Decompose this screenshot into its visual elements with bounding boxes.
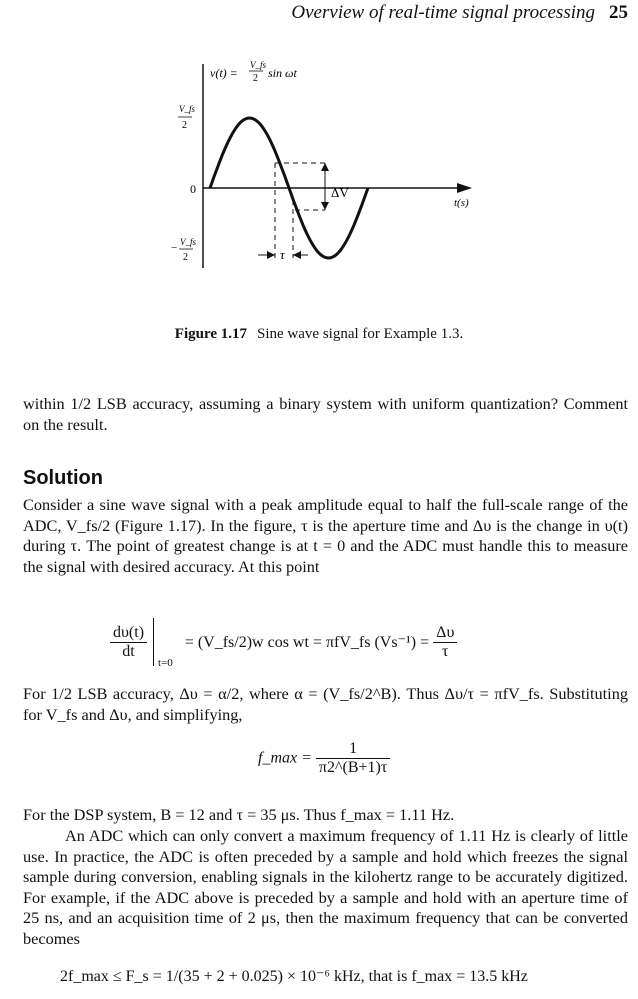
function-prefix: v(t) = (210, 66, 238, 80)
function-denominator: 2 (253, 73, 258, 84)
solution-paragraph: Consider a sine wave signal with a peak amplitude equal to half the full-scale range of the ADC, V_fs/2 (Figure 1.17). In the figure, τ is the aperture time and Δυ is the change in υ(t) during τ. The point of greatest change is at t = 0 and the ADC must handle this to measure the signal with desired accuracy. At this point (23, 495, 628, 576)
sample-hold-equation: 2f_max ≤ F_s = 1/(35 + 2 + 0.025) × 10⁻⁶ kHz, that is f_max = 13.5 kHz (60, 968, 528, 985)
derivative-denominator: dt (122, 642, 135, 660)
delta-ratio-fraction (433, 624, 457, 661)
delta-ratio-denominator: τ (442, 642, 449, 660)
y-bottom-denominator: 2 (183, 252, 188, 263)
running-head-title: Overview of real-time signal processing (291, 2, 595, 23)
delta-v-arrow-down (321, 202, 329, 210)
delta-ratio-numerator: Δυ (433, 624, 457, 643)
derivative-fraction (110, 624, 147, 661)
y-zero-label: 0 (190, 182, 196, 196)
x-axis-arrowhead (457, 183, 472, 193)
solution-heading: Solution (23, 467, 103, 489)
tau-arrowhead-left (267, 251, 275, 259)
delta-v-arrow-up (321, 163, 329, 171)
delta-v-label: ΔV (331, 185, 349, 200)
derivative-numerator: dυ(t) (110, 624, 147, 643)
y-bottom-numerator: V_fs (180, 237, 197, 247)
fmax-lhs: f_max = (258, 749, 312, 767)
figure-caption (0, 326, 638, 343)
y-top-denominator: 2 (182, 120, 187, 131)
sine-wave-figure (0, 0, 638, 320)
tau-label: τ (280, 247, 285, 262)
evaluation-point: t=0 (158, 656, 173, 669)
intro-paragraph: within 1/2 LSB accuracy, assuming a binary system with uniform quantization? Comment on the result. (23, 394, 628, 434)
fmax-numerator: 1 (316, 740, 390, 759)
y-top-numerator: V_fs (179, 104, 196, 114)
y-bottom-sign: − (171, 242, 178, 254)
caption-label: Figure 1.17 (174, 326, 247, 342)
caption-text: Sine wave signal for Example 1.3. (257, 326, 464, 342)
derivative-equation (110, 618, 457, 669)
evaluation-bar (153, 618, 154, 666)
x-axis-label: t(s) (454, 197, 469, 209)
tau-arrowhead-right (293, 251, 301, 259)
derivative-rhs: = (V_fs/2)w cos wt = πfV_fs (Vs⁻¹) = (184, 634, 430, 651)
fmax-denominator: π2^(B+1)τ (318, 759, 388, 776)
dsp-paragraph: For the DSP system, B = 12 and τ = 35 μs. Thus f_max = 1.11 Hz. (23, 805, 455, 824)
page-number: 25 (609, 2, 628, 23)
lsb-paragraph: For 1/2 LSB accuracy, Δυ = α/2, where α = (V_fs/2^B). Thus Δυ/τ = πfV_fs. Substituting for V_fs and Δυ, and simplifying, (23, 684, 628, 724)
fmax-equation (258, 740, 390, 777)
adc-paragraph: An ADC which can only convert a maximum frequency of 1.11 Hz is clearly of little use. In practice, the ADC is often preceded by a sample and hold which freezes the signal sample during conversion, enabling signals in the kilohertz range to be accurately digitized. For example, if the ADC above is preceded by a sample and hold with an aperture time of 25 ns, and an acquisition time of 2 μs, then the maximum frequency that can be converted becomes (23, 826, 628, 948)
fmax-fraction (316, 740, 390, 777)
function-suffix: sin ωt (268, 66, 297, 80)
function-numerator: V_fs (250, 60, 267, 70)
